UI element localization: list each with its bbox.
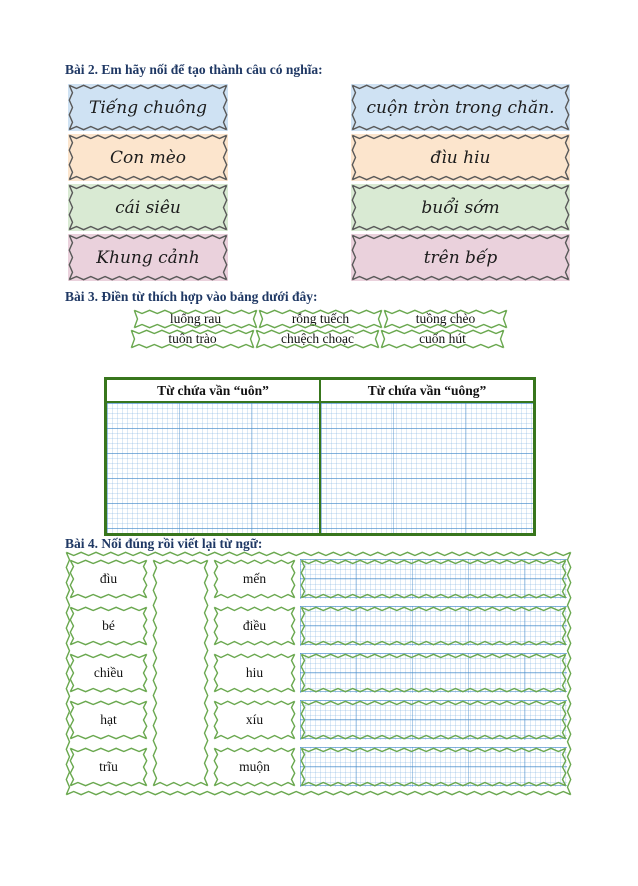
match-left-box-3[interactable] <box>68 184 228 231</box>
word-bank-cell-5[interactable] <box>255 329 380 349</box>
match-target-word-1: mến <box>242 571 267 586</box>
match-source-box-3[interactable] <box>69 653 148 693</box>
match-right-label-4: trên bếp <box>423 247 498 268</box>
match-left-box-4[interactable] <box>68 234 228 281</box>
word-bank-word-3: tuồng chèo <box>415 311 476 326</box>
table-header-uon: Từ chứa vần “uôn” <box>107 380 321 401</box>
match-target-box-2[interactable] <box>213 606 296 646</box>
answer-grid-row-1[interactable] <box>300 559 567 599</box>
match-left-label-4: Khung cảnh <box>96 247 200 268</box>
match-source-box-4[interactable] <box>69 700 148 740</box>
match-left-label-2: Con mèo <box>109 147 186 168</box>
connector-column <box>152 559 209 787</box>
word-bank-word-6: cuốn hút <box>419 331 466 346</box>
match-left-label-1: Tiếng chuông <box>89 97 207 118</box>
writing-grid-uon[interactable] <box>107 403 321 533</box>
match-target-word-3: hiu <box>245 665 264 680</box>
match-target-box-4[interactable] <box>213 700 296 740</box>
zigzag-border <box>300 700 567 740</box>
exercise4-panel <box>65 551 572 796</box>
word-bank-cell-1[interactable] <box>133 309 258 329</box>
zigzag-border <box>300 606 567 646</box>
match-source-word-4: hạt <box>100 712 117 727</box>
match-target-word-2: điều <box>242 618 267 633</box>
word-bank-word-4: tuôn trào <box>168 331 217 346</box>
vowel-sort-table-body <box>107 403 533 533</box>
word-bank-cell-4[interactable] <box>130 329 255 349</box>
match-source-word-1: đìu <box>99 571 118 586</box>
word-bank-cell-2[interactable] <box>258 309 383 329</box>
match-source-box-2[interactable] <box>69 606 148 646</box>
match-right-label-1: cuộn tròn trong chăn. <box>366 97 555 118</box>
match-source-box-5[interactable] <box>69 747 148 787</box>
match-source-word-3: chiều <box>93 665 124 680</box>
match-right-box-1[interactable] <box>351 84 570 131</box>
exercise2-title: Bài 2. Em hãy nối để tạo thành câu có nghĩa: <box>65 62 323 77</box>
word-bank-word-1: luống rau <box>169 311 222 326</box>
zigzag-border <box>300 747 567 787</box>
answer-grid-row-3[interactable] <box>300 653 567 693</box>
match-right-box-3[interactable] <box>351 184 570 231</box>
match-source-word-5: trĩu <box>99 759 118 774</box>
match-target-box-5[interactable] <box>213 747 296 787</box>
writing-grid-uong[interactable] <box>321 403 533 533</box>
answer-grid-row-2[interactable] <box>300 606 567 646</box>
word-bank-cell-6[interactable] <box>380 329 505 349</box>
vowel-sort-table-header <box>107 380 533 403</box>
zigzag-border <box>152 559 209 787</box>
match-target-word-5: muộn <box>239 759 270 774</box>
zigzag-border <box>300 653 567 693</box>
word-bank-word-2: rỗng tuếch <box>291 311 350 326</box>
word-bank-cell-3[interactable] <box>383 309 508 329</box>
match-target-box-3[interactable] <box>213 653 296 693</box>
match-source-box-1[interactable] <box>69 559 148 599</box>
match-left-box-1[interactable] <box>68 84 228 131</box>
match-right-box-2[interactable] <box>351 134 570 181</box>
answer-grid-row-4[interactable] <box>300 700 567 740</box>
match-left-box-2[interactable] <box>68 134 228 181</box>
exercise3-title: Bài 3. Điền từ thích hợp vào bảng dưới đây: <box>65 289 318 304</box>
match-right-label-2: đìu hiu <box>430 147 491 168</box>
match-target-box-1[interactable] <box>213 559 296 599</box>
word-bank-word-5: chuệch choạc <box>280 331 355 346</box>
match-target-word-4: xíu <box>245 712 264 727</box>
answer-grid-row-5[interactable] <box>300 747 567 787</box>
match-right-label-3: buổi sớm <box>421 197 500 218</box>
match-source-word-2: bé <box>102 618 115 633</box>
zigzag-border <box>300 559 567 599</box>
match-left-label-3: cái siêu <box>115 197 181 218</box>
vowel-sort-table <box>104 377 536 536</box>
table-header-uong: Từ chứa vần “uông” <box>367 382 487 398</box>
exercise4-title: Bài 4. Nối đúng rồi viết lại từ ngữ: <box>65 536 263 551</box>
match-right-box-4[interactable] <box>351 234 570 281</box>
